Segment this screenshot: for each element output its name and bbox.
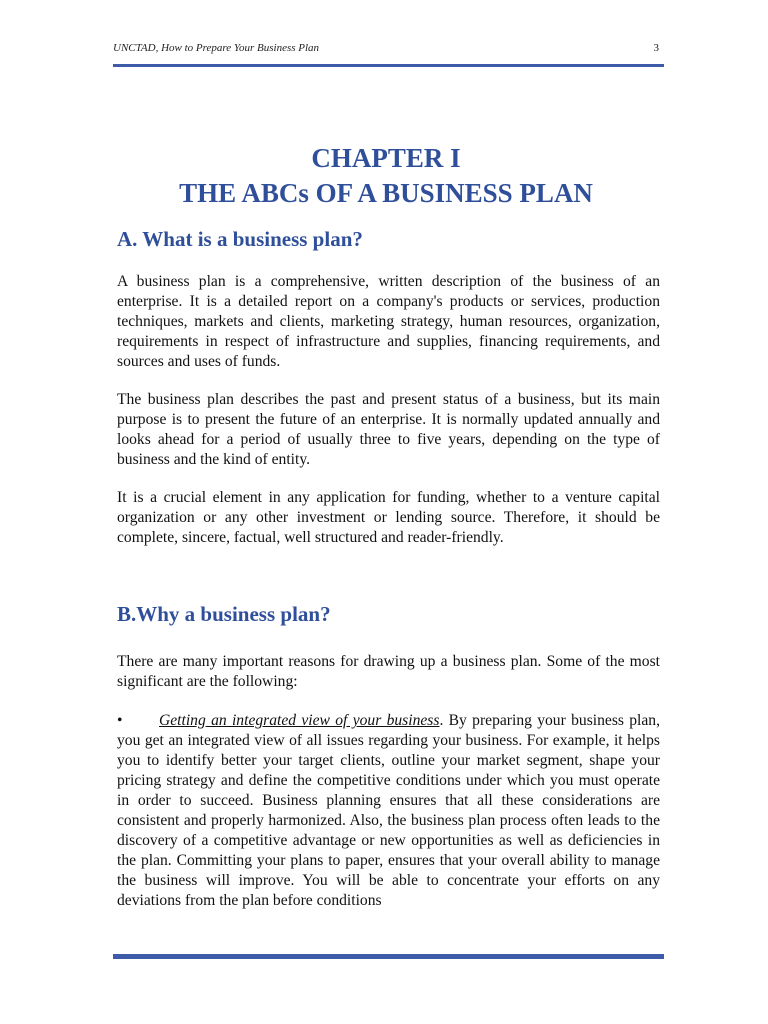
footer-rule: [113, 954, 664, 959]
bullet-lead: Getting an integrated view of your business: [159, 712, 440, 729]
section-b-intro: There are many important reasons for drawing up a business plan. Some of the most significant are the following:: [117, 653, 660, 690]
bullet-item: [117, 711, 660, 911]
section-a-heading: A. What is a business plan?: [117, 227, 363, 251]
section-a-paragraph-1: A business plan is a comprehensive, written description of the business of an enterprise. It is a detailed report on a company's products or services, production techniques, markets and clients, marketing strategy, human resources, organization, requirements in respect of infrastructure and supplies, financing requirements, and sources and uses of funds.: [117, 273, 660, 370]
header-rule: [113, 64, 664, 67]
section-a-paragraph-2: The business plan describes the past and present status of a business, but its main purpose is to present the future of an enterprise. It is normally updated annually and looks ahead for a period of usually three to five years, depending on the type of business and the kind of entity.: [117, 391, 660, 468]
chapter-name: THE ABCs OF A BUSINESS PLAN: [179, 178, 593, 208]
page-number: 3: [653, 42, 659, 54]
section-b-heading: B.Why a business plan?: [117, 602, 331, 626]
section-a-paragraph-3: It is a crucial element in any application for funding, whether to a venture capital organization or any other investment or lending source. Therefore, it should be complete, sincere, factual, well structured and reader-friendly.: [117, 489, 660, 546]
chapter-number: CHAPTER I: [311, 143, 461, 173]
running-title: UNCTAD, How to Prepare Your Business Plan: [113, 42, 320, 54]
bullet-marker: •: [117, 712, 123, 729]
chapter-title: [113, 141, 659, 211]
bullet-text: . By preparing your business plan, you get an integrated view of all issues regarding your business. For example, it helps you to identify better your target clients, outline your market segment, shape your pricing strategy and define the competitive conditions under which you must operate in order to succeed. Business planning ensures that all these considerations are consistent and properly harmonized. Also, the business plan process often leads to the discovery of a competitive advantage or new opportunities as well as deficiencies in the plan. Committing your plans to paper, ensures that your overall ability to manage the business will improve. You will be able to concentrate your efforts on any deviations from the plan before conditions: [117, 712, 661, 909]
running-header: [113, 42, 659, 54]
